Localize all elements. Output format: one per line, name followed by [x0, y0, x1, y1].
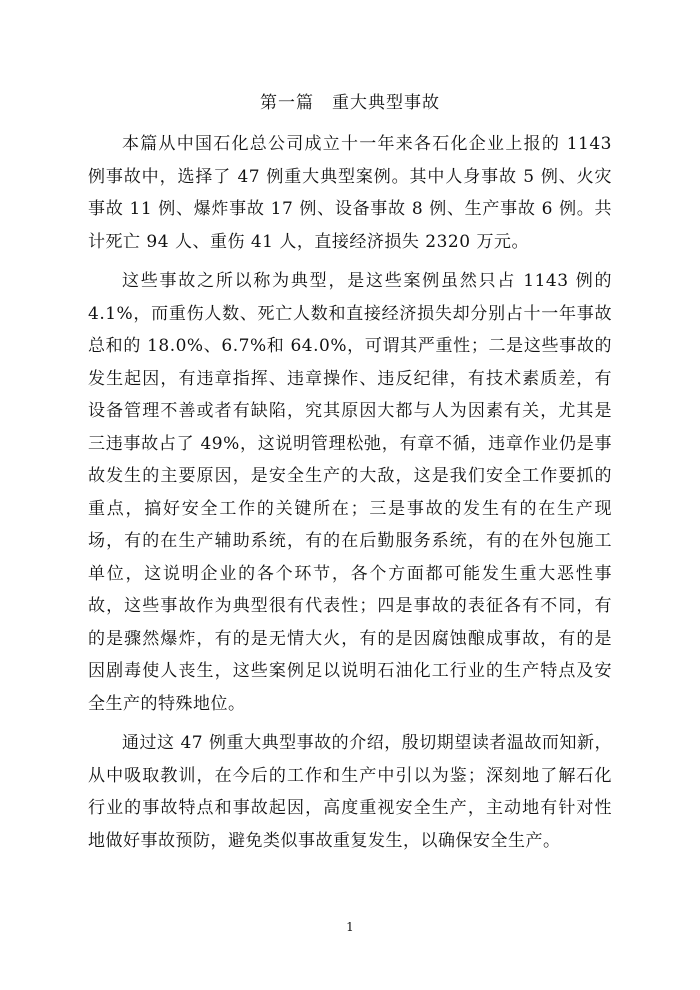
paragraph-analysis: 这些事故之所以称为典型，是这些案例虽然只占 1143 例的 4.1%，而重伤人数、死亡人数和直接经济损失却分别占十一年事故总和的 18.0%、6.7%和 64.0%，可谓其严重性；二是这些事故的发生起因，有违章指挥、违章操作、违反纪律，有技术素质差，有设备管理不善或者有缺陷，究其原因大都与人为因素有关，尤其是三违事故占了 49%，这说明管理松弛，有章不循，违章作业仍是事故发生的主要原因，是安全生产的大敌，这是我们安全工作要抓的重点，搞好安全工作的关键所在；三是事故的发生有的在生产现场，有的在生产辅助系统，有的在后勤服务系统，有的在外包施工单位，这说明企业的各个环节，各个方面都可能发生重大恶性事故，这些事故作为典型很有代表性；四是事故的表征各有不同，有的是骤然爆炸，有的是无情大火，有的是因腐蚀酿成事故，有的是因剧毒使人丧生，这些案例足以说明石油化工行业的生产特点及安全生产的特殊地位。: [88, 271, 612, 714]
paragraph-intro: 本篇从中国石化总公司成立十一年来各石化企业上报的 1143 例事故中，选择了 47 例重大典型案例。其中人身事故 5 例、火灾事故 11 例、爆炸事故 17 例、设备事故 8 例、生产事故 6 例。共计死亡 94 人、重伤 41 人，直接经济损失 2320 万元。: [88, 134, 612, 252]
body-text: [88, 128, 612, 857]
chapter-title: 第一篇 重大典型事故: [260, 93, 440, 113]
page-number: 1: [346, 920, 354, 934]
paragraph-conclusion: 通过这 47 例重大典型事故的介绍，殷切期望读者温故而知新，从中吸取教训，在今后的工作和生产中引以为鉴；深刻地了解石化行业的事故特点和事故起因，高度重视安全生产，主动地有针对性地做好事故预防，避免类似事故重复发生，以确保安全生产。: [88, 733, 612, 851]
